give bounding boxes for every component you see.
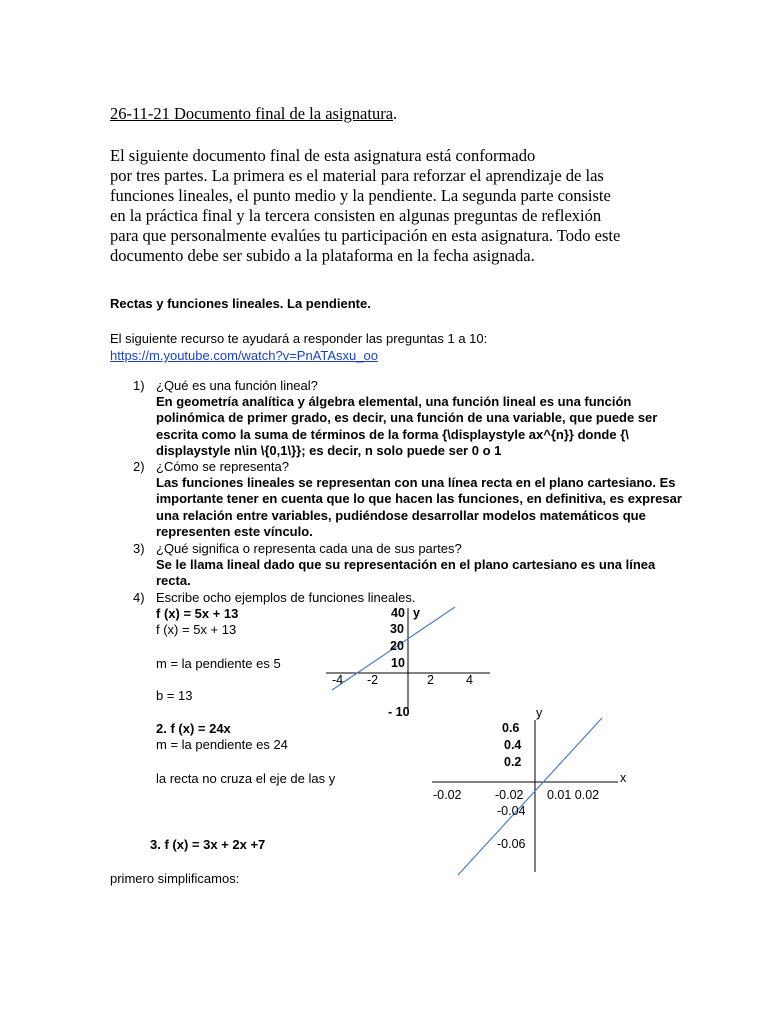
answer-line: polinómica de primer grado, es decir, una función de una variable, que puede ser (156, 410, 658, 426)
answer-line: representen este vínculo. (156, 523, 313, 539)
example2-slope: m = la pendiente es 24 (156, 737, 288, 752)
heading-date: 26-11-21 (110, 104, 170, 123)
graph1-neg-tick: - 10 (388, 705, 410, 719)
resource-text: El siguiente recurso te ayudará a responder las preguntas 1 a 10: (110, 331, 488, 346)
example2-note: la recta no cruza el eje de las y (156, 771, 336, 786)
example1-line2: f (x) = 5x + 13 (156, 622, 237, 637)
question-number: 1) (133, 378, 145, 393)
intro-line: en la práctica final y la tercera consisten en algunas preguntas de reflexión (110, 206, 602, 225)
answer-line: Las funciones lineales se representan con una línea recta en el plano cartesiano. Es (156, 475, 676, 491)
heading-title: Documento final de la asignatura (174, 104, 394, 123)
example1-title: f (x) = 5x + 13 (156, 606, 239, 621)
question-number: 3) (133, 541, 145, 556)
graph1-ytick: 30 (390, 622, 404, 636)
question-number: 2) (133, 459, 145, 474)
graph1-ytick: 20 (390, 639, 404, 653)
intro-line: El siguiente documento final de esta asignatura está conformado (110, 146, 536, 165)
graph2-ytick: 0.6 (502, 721, 520, 735)
answer-line: recta. (156, 573, 191, 589)
graph1-ytick: 40 (391, 606, 405, 620)
example2-title: 2. f (x) = 24x (156, 721, 231, 736)
answer-line: En geometría analítica y álgebra elemental, una función lineal es una función (156, 394, 632, 410)
intro-line: documento debe ser subido a la plataforma en la fecha asignada. (110, 246, 535, 265)
answer-line: una relación entre variables, pudiéndose desarrollar modelos matemáticos que (156, 507, 646, 523)
graph2-xtick: 0.01 0.02 (547, 788, 600, 802)
youtube-link[interactable]: https://m.youtube.com/watch?v=PnATAsxu_oo (110, 348, 378, 363)
answer-line: Se le llama lineal dado que su representación en el plano cartesiano es una línea (156, 557, 656, 573)
example3-title: 3. f (x) = 3x + 2x +7 (150, 837, 266, 852)
graph2-y-label: y (536, 706, 543, 720)
graph2-ytick: 0.2 (504, 755, 522, 769)
question-text: ¿Qué significa o representa cada una de sus partes? (156, 541, 462, 556)
graph2-ytick: 0.4 (504, 738, 522, 752)
intro-line: funciones lineales, el punto medio y la pendiente. La segunda parte consiste (110, 186, 611, 205)
graph2-yneg-tick: -0.04 (497, 804, 526, 818)
graph1-xtick: -2 (367, 673, 379, 687)
question-number: 4) (133, 590, 145, 605)
graph1-xtick: 2 (427, 673, 434, 687)
section-title: Rectas y funciones lineales. La pendiente. (110, 296, 371, 311)
graph1-xtick: 4 (466, 673, 473, 687)
graph1-xtick: -4 (332, 673, 344, 687)
question-text: ¿Cómo se representa? (156, 459, 289, 474)
intro-line: para que personalmente evalúes tu participación en esta asignatura. Todo este (110, 226, 621, 245)
answer-line: importante tener en cuenta que lo que hacen las funciones, en definitiva, es expresar (156, 491, 682, 507)
question-text: Escribe ocho ejemplos de funciones lineales. (156, 590, 416, 605)
answer-line: escrita como la suma de términos de la forma {\displaystyle ax^{n}} donde {\ (156, 426, 629, 442)
example1-slope: m = la pendiente es 5 (156, 656, 281, 671)
graph1-ytick: 10 (391, 656, 405, 670)
graph1-y-label: y (413, 606, 420, 620)
example1-intercept: b = 13 (156, 688, 193, 703)
footer-text: primero simplificamos: (110, 871, 240, 886)
answer-line: displaystyle n\in \{0,1\}}; es decir, n solo puede ser 0 o 1 (156, 442, 502, 458)
graph2-xtick: -0.02 (433, 788, 462, 802)
intro-line: por tres partes. La primera es el material para reforzar el aprendizaje de las (110, 166, 604, 185)
question-text: ¿Qué es una función lineal? (156, 378, 318, 393)
graph2-x-label: x (620, 771, 627, 785)
graph2-xtick: -0.02 (495, 788, 524, 802)
graph2-yneg-tick: -0.06 (497, 837, 526, 851)
document-heading: 26-11-21 Documento final de la asignatura. (110, 104, 398, 123)
